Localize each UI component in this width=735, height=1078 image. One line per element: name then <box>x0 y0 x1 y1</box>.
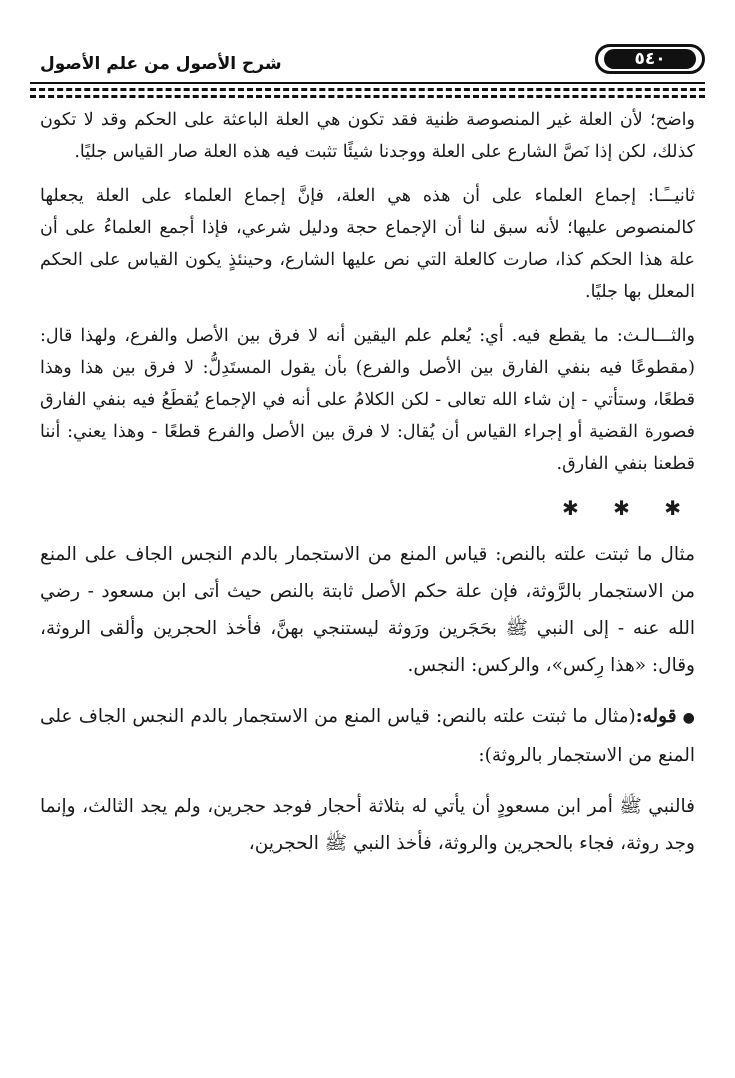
paragraph-text: إجماع العلماء على أن هذه هي العلة، فإنَّ إجماع العلماء على العلة يجعلها كالمنصوص عليها؛ لأنه سبق لنا أن الإجماع حجة ودليل شرعي، فإذا أجمع العلماءُ على أن علة هذا الحكم كذا، صارت كالعلة التي نص عليها الشارع، وحينئذٍ يكون القياس على الحكم المعلل بها جليًا. <box>40 186 695 302</box>
header-rule-dashed-top <box>30 88 705 91</box>
paragraph-text: مثال ما ثبتت علته بالنص: قياس المنع من الاستجمار بالدم النجس الجاف على المنع من الاستجمار بالرَّوثة، فإن علة حكم الأصل ثابتة بالنص حيث أتى ابن مسعود - رضي الله عنه - إلى النبي ﷺ بحَجَرين ورَوثة ليستنجي بهنَّ، فأخذ الحجرين وألقى الروثة، وقال: «هذا رِكس»، والركس: النجس. <box>40 544 695 676</box>
page-number: ٥٤٠ <box>604 49 696 69</box>
header-rule-dashed-bottom <box>30 95 705 98</box>
paragraph-text: فالنبي ﷺ أمر ابن مسعودٍ أن يأتي له بثلاثة أحجار فوجد حجرين، ولم يجد الثالث، وإنما وجد روثة، فجاء بالحجرين والروثة، فأخذ النبي ﷺ الحجرين، <box>40 796 695 854</box>
paragraph-text: ما يقطع فيه. أي: يُعلم علم اليقين أنه لا فرق بين الأصل والفرع، ولهذا قال: (مقطوعًا فيه بنفي الفارق بين الأصل والفرع) بأن يقول المستَدِلُّ: لا فرق بين هذا وهذا قطعًا، وستأتي - إن شاء الله تعالى - لكن الكلامُ على أنه في الإجماع يُقطَعُ فيه بنفي الفارق فصورة القضية أو إجراء القياس أن يُقال: لا فرق بين الأصل والفرع قطعًا - وهذا يعني: أننا قطعنا بنفي الفارق. <box>40 326 695 474</box>
paragraph-clear-analogy <box>40 104 695 168</box>
bullet-icon: ● <box>682 710 696 726</box>
paragraph-lead: والثـــالـث: <box>616 326 695 346</box>
paragraph-example-text <box>40 536 695 684</box>
header-rule-solid <box>30 82 705 84</box>
paragraph-lead: ثانيــًـا: <box>648 186 695 206</box>
page-header <box>30 44 705 86</box>
paragraph-third-certainty <box>40 320 695 480</box>
running-title: شرح الأصول من علم الأصول <box>40 54 282 74</box>
page-content <box>40 104 695 874</box>
page-number-badge <box>595 44 705 74</box>
paragraph-final <box>40 788 695 862</box>
commentary-keyword: قوله: <box>635 706 677 727</box>
section-separator: ✱ ✱ ✱ <box>562 496 695 520</box>
commentary-text: (مثال ما ثبتت علته بالنص: قياس المنع من الاستجمار بالدم النجس الجاف على المنع من الاستجمار بالروثة): <box>40 706 695 766</box>
paragraph-text: واضح؛ لأن العلة غير المنصوصة ظنية فقد تكون هي العلة الباعثة على الحكم وقد لا تكون كذلك، لكن إذا نَصَّ الشارع على العلة ووجدنا شيئًا تثبت فيه هذه العلة صار القياس جليًا. <box>40 110 695 162</box>
paragraph-second-consensus <box>40 180 695 308</box>
paragraph-commentary <box>40 698 695 774</box>
